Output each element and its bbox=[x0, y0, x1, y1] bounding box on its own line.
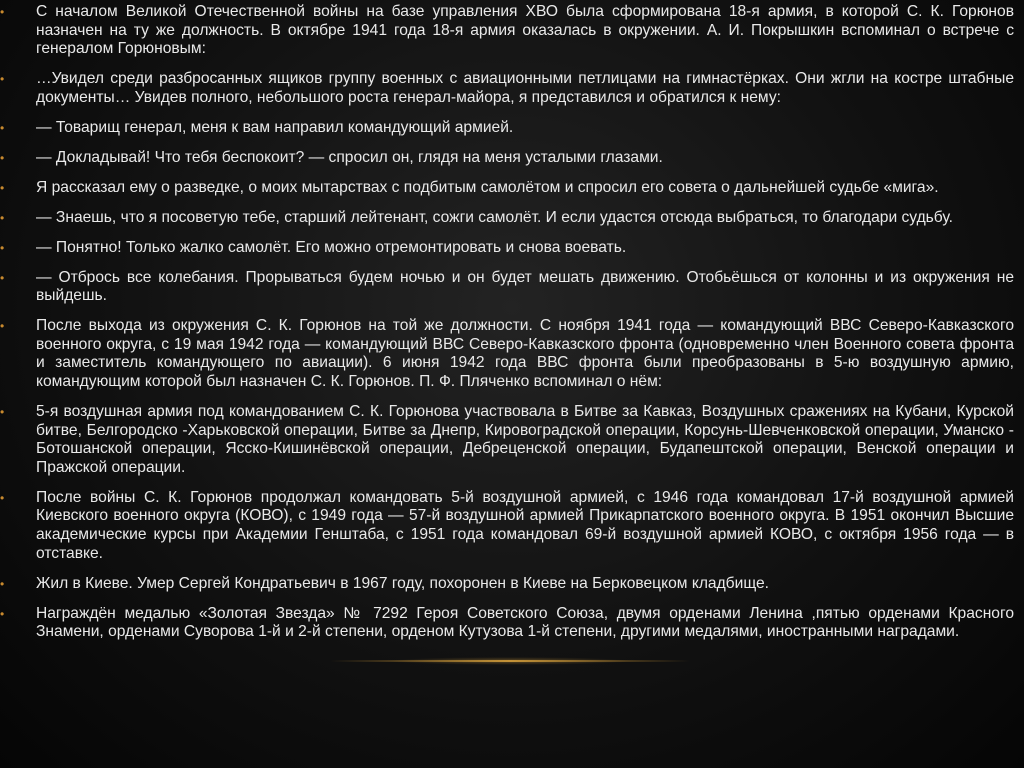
paragraph-text: Награждён медалью «Золотая Звезда» № 7292 Героя Советского Союза, двумя орденами Ленина ,пятью орденами Красного Знамени, орденами Суворова 1-й и 2-й степени, орденом Кутузова 1-й степени, другими медалями, иностранными наградами. bbox=[36, 604, 1014, 641]
bullet-icon: • bbox=[0, 319, 5, 334]
list-item bbox=[0, 3, 1014, 59]
paragraph-text: — Понятно! Только жалко самолёт. Его можно отремонтировать и снова воевать. bbox=[36, 238, 627, 256]
list-item bbox=[0, 238, 1014, 258]
bullet-icon: • bbox=[0, 405, 5, 420]
bullet-icon: • bbox=[0, 606, 5, 621]
bullet-icon: • bbox=[0, 240, 5, 255]
list-item bbox=[0, 488, 1014, 563]
bullet-icon: • bbox=[0, 490, 5, 505]
list-item bbox=[0, 208, 1014, 228]
bullet-icon: • bbox=[0, 576, 5, 591]
paragraph-text: — Знаешь, что я посоветую тебе, старший лейтенант, сожги самолёт. И если удастся отсюда выбраться, то благодари судьбу. bbox=[36, 208, 953, 226]
paragraph-text: …Увидел среди разбросанных ящиков группу военных с авиационными петлицами на гимнастёрках. Они жгли на костре штабные документы… Увидев полного, небольшого роста генерал-майора, я представился и обратился к нему: bbox=[36, 70, 1014, 106]
list-item bbox=[0, 178, 1014, 198]
list-item bbox=[0, 604, 1014, 642]
bullet-icon: • bbox=[0, 210, 5, 225]
list-item bbox=[0, 118, 1014, 138]
list-item bbox=[0, 317, 1014, 391]
paragraph-text: — Отбрось все колебания. Прорываться будем ночью и он будет мешать движению. Отобьёшься от колонны и из окружения не выйдешь. bbox=[36, 268, 1014, 305]
list-item bbox=[0, 148, 1014, 168]
decorative-glow-divider bbox=[330, 660, 690, 662]
list-item bbox=[0, 574, 1014, 594]
bullet-icon: • bbox=[0, 150, 5, 165]
bullet-icon: • bbox=[0, 180, 5, 195]
bullet-icon: • bbox=[0, 72, 5, 87]
bullet-icon: • bbox=[0, 270, 5, 285]
bullet-icon: • bbox=[0, 5, 5, 19]
paragraph-text: После выхода из окружения С. К. Горюнов на той же должности. С ноября 1941 года — командующий ВВС Северо-Кавказского военного округа, с 19 мая 1942 года — командующий ВВС Северо-Кавказского фронта (одновременно член Военного совета фронта и заместитель командующего по авиации). 6 июня 1942 года ВВС фронта были преобразованы в 5-ю воздушную армию, командующим которой был назначен С. К. Горюнов. П. Ф. Пляченко вспоминал о нём: bbox=[36, 317, 1014, 391]
list-item bbox=[0, 70, 1014, 107]
bullet-icon: • bbox=[0, 120, 5, 135]
list-item bbox=[0, 403, 1014, 477]
paragraph-text: После войны С. К. Горюнов продолжал командовать 5-й воздушной армией, с 1946 года командовал 17-й воздушной армией Киевского военного округа (КОВО), с 1949 года — 57-й воздушной армией Прикарпатского военного округа. В 1951 окончил Высшие академические курсы при Академии Генштаба, с 1951 года командовал 69-й воздушной армией КОВО, с октября 1956 года — в отставке. bbox=[36, 488, 1014, 562]
paragraph-text: С началом Великой Отечественной войны на базе управления ХВО была сформирована 18-я армия, в которой С. К. Горюнов назначен на ту же должность. В октябре 1941 года 18-я армия оказалась в окружении. А. И. Покрышкин вспоминал о встрече с генералом Горюновым: bbox=[36, 3, 1014, 58]
paragraph-text: — Докладывай! Что тебя беспокоит? — спросил он, глядя на меня усталыми глазами. bbox=[36, 148, 663, 166]
paragraph-text: Я рассказал ему о разведке, о моих мытарствах с подбитым самолётом и спросил его совета о дальнейшей судьбе «мига». bbox=[36, 178, 939, 196]
paragraph-text: 5-я воздушная армия под командованием С. К. Горюнова участвовала в Битве за Кавказ, Воздушных сражениях на Кубани, Курской битве, Белгородско -Харьковской операции, Битве за Днепр, Кировоградской операции, Корсунь-Шевченковской операции, Уманско - Ботошанской операции, Ясско-Кишинёвской операции, Дебреценской операции, Будапештской операции, Венской операции и Пражской операции. bbox=[36, 403, 1014, 476]
paragraph-text: Жил в Киеве. Умер Сергей Кондратьевич в 1967 году, похоронен в Киеве на Берковецком кладбище. bbox=[36, 574, 769, 592]
paragraph-text: — Товарищ генерал, меня к вам направил командующий армией. bbox=[36, 118, 514, 136]
list-item bbox=[0, 268, 1014, 306]
